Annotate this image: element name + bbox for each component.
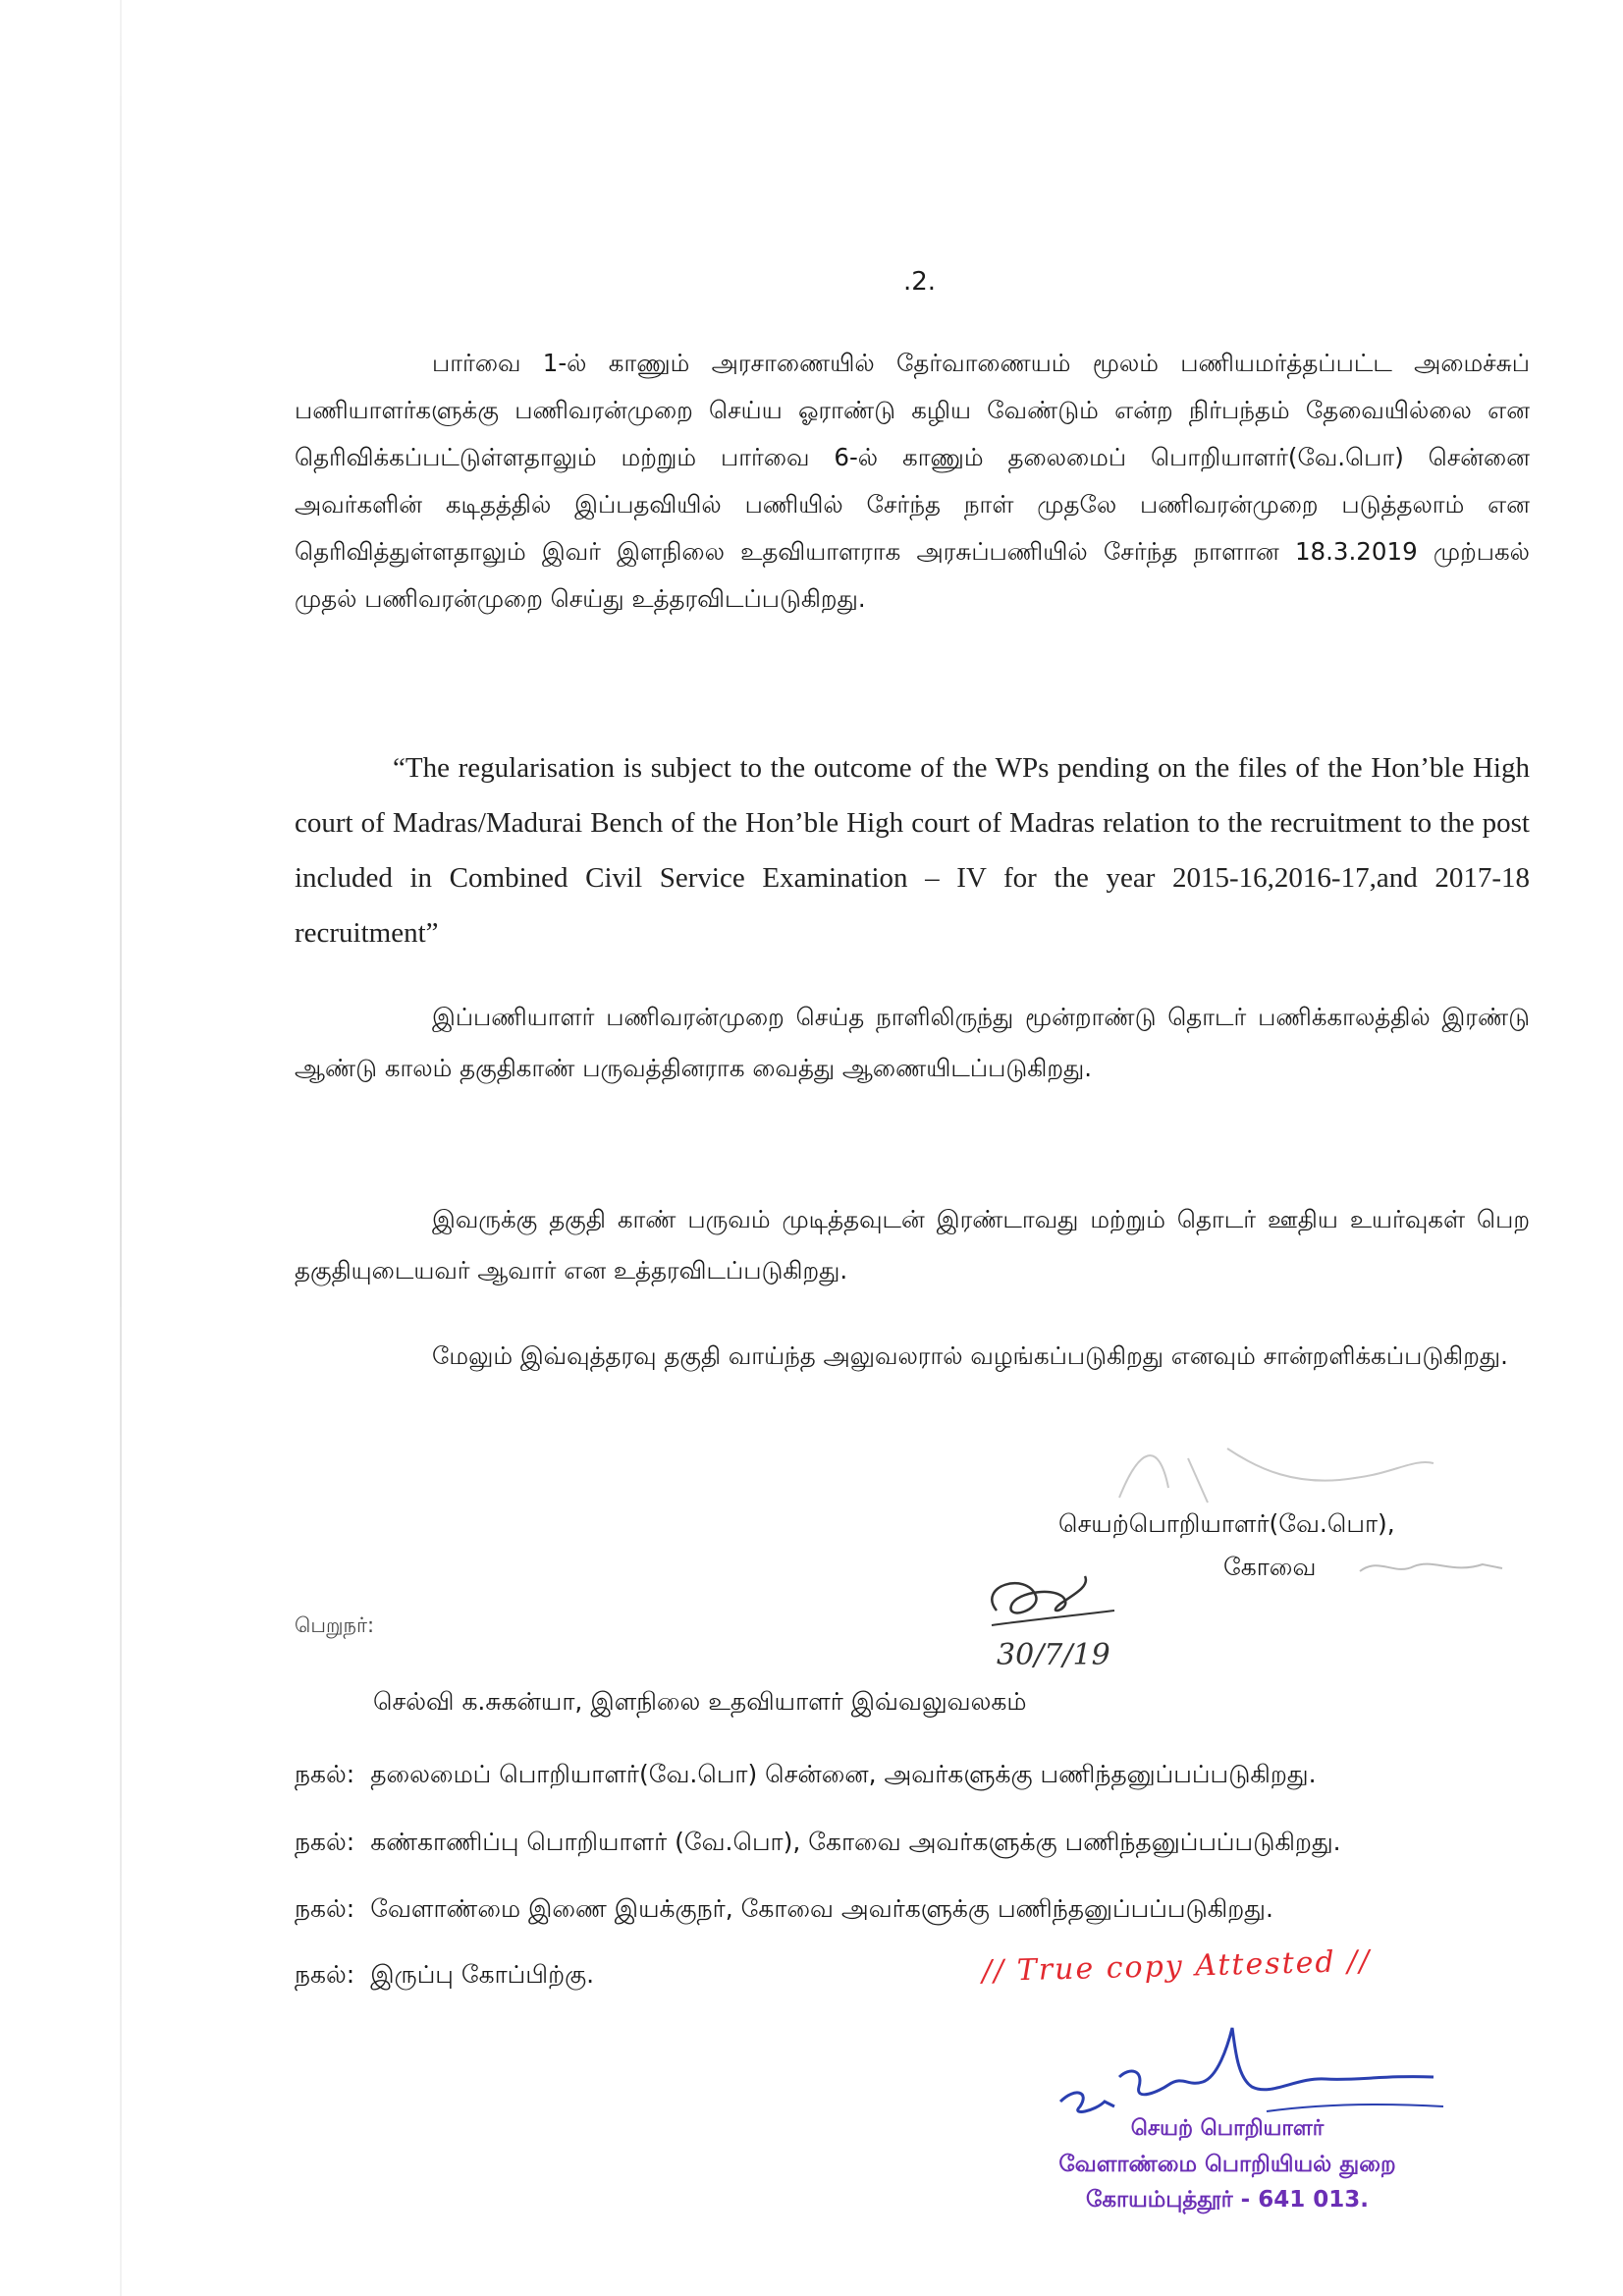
- recipient-label: பெறுநர்:: [295, 1613, 375, 1637]
- stamp-address: கோயம்புத்தூர் - 641 013.: [1086, 2187, 1369, 2213]
- official-seal-stamp: [1021, 2111, 1434, 2217]
- copy-label: நகல்:: [295, 1828, 355, 1856]
- signatory-place: கோவை: [1223, 1553, 1317, 1581]
- handwritten-date: 30/7/19: [997, 1638, 1110, 1672]
- page-number: .2.: [903, 267, 937, 297]
- copy-text: தலைமைப் பொறியாளர்(வே.பொ) சென்னை, அவர்களுக்கு பணிந்தனுப்பப்படுகிறது.: [370, 1760, 1317, 1788]
- copy-line: [295, 1760, 1317, 1792]
- copy-line: [295, 1960, 594, 1993]
- paragraph-increment-eligibility: இவருக்கு தகுதி காண் பருவம் முடித்தவுடன் இரண்டாவது மற்றும் தொடர் ஊதிய உயர்வுகள் பெற தகுதியுடையவர் ஆவார் என உத்தரவிடப்படுகிறது.: [295, 1205, 1530, 1285]
- copy-text: இருப்பு கோப்பிற்கு.: [370, 1960, 595, 1989]
- signatory-title: செயற்பொறியாளர்(வே.பொ),: [1058, 1509, 1395, 1538]
- paragraph-probation: இப்பணியாளர் பணிவரன்முறை செய்த நாளிலிருந்து மூன்றாண்டு தொடர் பணிக்காலத்தில் இரண்டு ஆண்டு காலம் தகுதிகாண் பருவத்தினராக வைத்து ஆணையிடப்படுகிறது.: [295, 1003, 1530, 1082]
- paragraph-court-condition-quote: “The regularisation is subject to the outcome of the WPs pending on the files of the Hon’ble High court of Madras/Madurai Bench of the Hon’ble High court of Madras relation to the recruitment to the post included in Combined Civil Service Examination – IV for the year 2015-16,2016-17,and 2017-18 recruitment”: [295, 752, 1530, 949]
- recipient-name: செல்வி க.சுகன்யா, இளநிலை உதவியாளர் இவ்வலுவலகம்: [373, 1687, 1027, 1716]
- copy-text: வேளாண்மை இணை இயக்குநர், கோவை அவர்களுக்கு பணிந்தனுப்பப்படுகிறது.: [370, 1894, 1273, 1923]
- copy-text: கண்காணிப்பு பொறியாளர் (வே.பொ), கோவை அவர்களுக்கு பணிந்தனுப்பப்படுகிறது.: [370, 1828, 1341, 1856]
- paragraph-certification: மேலும் இவ்வுத்தரவு தகுதி வாய்ந்த அலுவலரால் வழங்கப்படுகிறது எனவும் சான்றளிக்கப்படுகிறது.: [432, 1341, 1508, 1370]
- faint-initials-mark: [1355, 1547, 1512, 1586]
- true-copy-attested-note: // True copy Attested //: [981, 1943, 1372, 1990]
- copy-line: [295, 1828, 1341, 1860]
- copy-label: நகல்:: [295, 1894, 355, 1923]
- paragraph-regularisation-order: பார்வை 1-ல் காணும் அரசாணையில் தேர்வாணையம் மூலம் பணியமர்த்தப்பட்ட அமைச்சுப் பணியாளர்களுக்கு பணிவரன்முறை செய்ய ஓராண்டு கழிய வேண்டும் என்ற நிர்பந்தம் தேவையில்லை என தெரிவிக்கப்பட்டுள்ளதாலும் மற்றும் பார்வை 6-ல் காணும் தலைமைப் பொறியாளர்(வே.பொ) சென்னை அவர்களின் கடிதத்தில் இப்பதவியில் பணியில் சேர்ந்த நாள் முதலே பணிவரன்முறை படுத்தலாம் என தெரிவித்துள்ளதாலும் இவர் இளநிலை உதவியாளராக அரசுப்பணியில் சேர்ந்த நாளான 18.3.2019 முற்பகல் முதல் பணிவரன்முறை செய்து உத்தரவிடப்படுகிறது.: [295, 349, 1530, 613]
- dated-signature: [967, 1566, 1173, 1679]
- copy-label: நகல்:: [295, 1760, 355, 1788]
- stamp-department: வேளாண்மை பொறியியல் துறை: [1058, 2152, 1396, 2177]
- stamp-designation: செயற் பொறியாளர்: [1130, 2116, 1325, 2141]
- copy-line: [295, 1894, 1273, 1927]
- copy-label: நகல்:: [295, 1960, 355, 1989]
- scan-edge-shadow: [120, 0, 122, 2296]
